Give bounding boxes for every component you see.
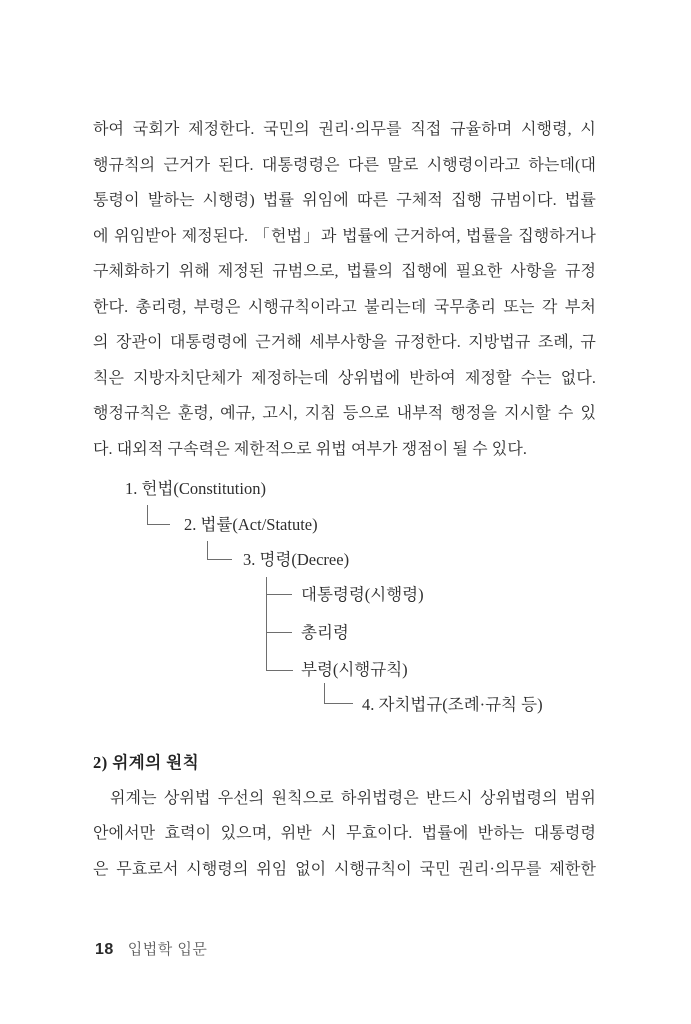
text-line: 에 위임받아 제정된다. 「헌법」과 법률에 근거하여, 법률을 집행하거나 xyxy=(93,227,596,245)
page-footer xyxy=(95,938,207,959)
connector-trunk xyxy=(266,577,293,671)
text-line: 한다. 총리령, 부령은 시행규칙이라고 불리는데 국무총리 또는 각 부처 xyxy=(93,298,596,316)
page-number: 18 xyxy=(95,941,114,958)
text-line: 통령이 발하는 시행령) 법률 위임에 따른 구체적 집행 규범이다. 법률 xyxy=(93,192,596,209)
diagram-node-presidential-decree: 대통령령(시행령) xyxy=(301,585,424,604)
text-line: 행규칙의 근거가 된다. 대통령령은 다른 말로 시행령이라고 하는데(대 xyxy=(93,156,596,174)
diagram-node-ministerial-ordinance: 부령(시행규칙) xyxy=(301,660,408,679)
connector-branch xyxy=(266,632,292,633)
section-heading: 2) 위계의 원칙 xyxy=(93,753,200,772)
connector-branch xyxy=(266,594,292,595)
diagram-node-constitution: 1. 헌법(Constitution) xyxy=(125,479,266,498)
text-line: 위계는 상위법 우선의 원칙으로 하위법령은 반드시 상위법령의 범위 xyxy=(110,789,596,807)
diagram-node-decree: 3. 명령(Decree) xyxy=(243,550,350,569)
text-line: 다. 대외적 구속력은 제한적으로 위법 여부가 쟁점이 될 수 있다. xyxy=(93,440,528,458)
paragraph-hierarchy-principle xyxy=(93,745,596,887)
text-line: 의 장관이 대통령령에 근거해 세부사항을 규정한다. 지방법규 조례, 규 xyxy=(93,334,596,351)
text-line: 구체화하기 위해 제정된 규범으로, 법률의 집행에 필요한 사항을 규정 xyxy=(93,263,596,280)
connector-elbow xyxy=(324,683,353,704)
connector-elbow xyxy=(147,505,170,525)
text-line: 칙은 지방자치단체가 제정하는데 상위법에 반하여 제정할 수는 없다. xyxy=(93,369,596,387)
text-line: 안에서만 효력이 있으며, 위반 시 무효이다. 법률에 반하는 대통령령 xyxy=(93,825,596,842)
diagram-node-act: 2. 법률(Act/Statute) xyxy=(184,515,318,534)
paragraph-statutes xyxy=(93,112,596,467)
book-title: 입법학 입문 xyxy=(127,941,208,958)
connector-elbow xyxy=(207,541,232,560)
diagram-node-local-laws: 4. 자치법규(조례·규칙 등) xyxy=(362,695,543,714)
text-line: 행정규칙은 훈령, 예규, 고시, 지침 등으로 내부적 행정을 지시할 수 있 xyxy=(93,405,596,422)
diagram-node-pm-ordinance: 총리령 xyxy=(301,623,349,642)
text-line: 하여 국회가 제정한다. 국민의 권리·의무를 직접 규율하며 시행령, 시 xyxy=(93,121,596,138)
text-line: 은 무효로서 시행령의 위임 없이 시행규칙이 국민 권리·의무를 제한한 xyxy=(93,860,596,878)
